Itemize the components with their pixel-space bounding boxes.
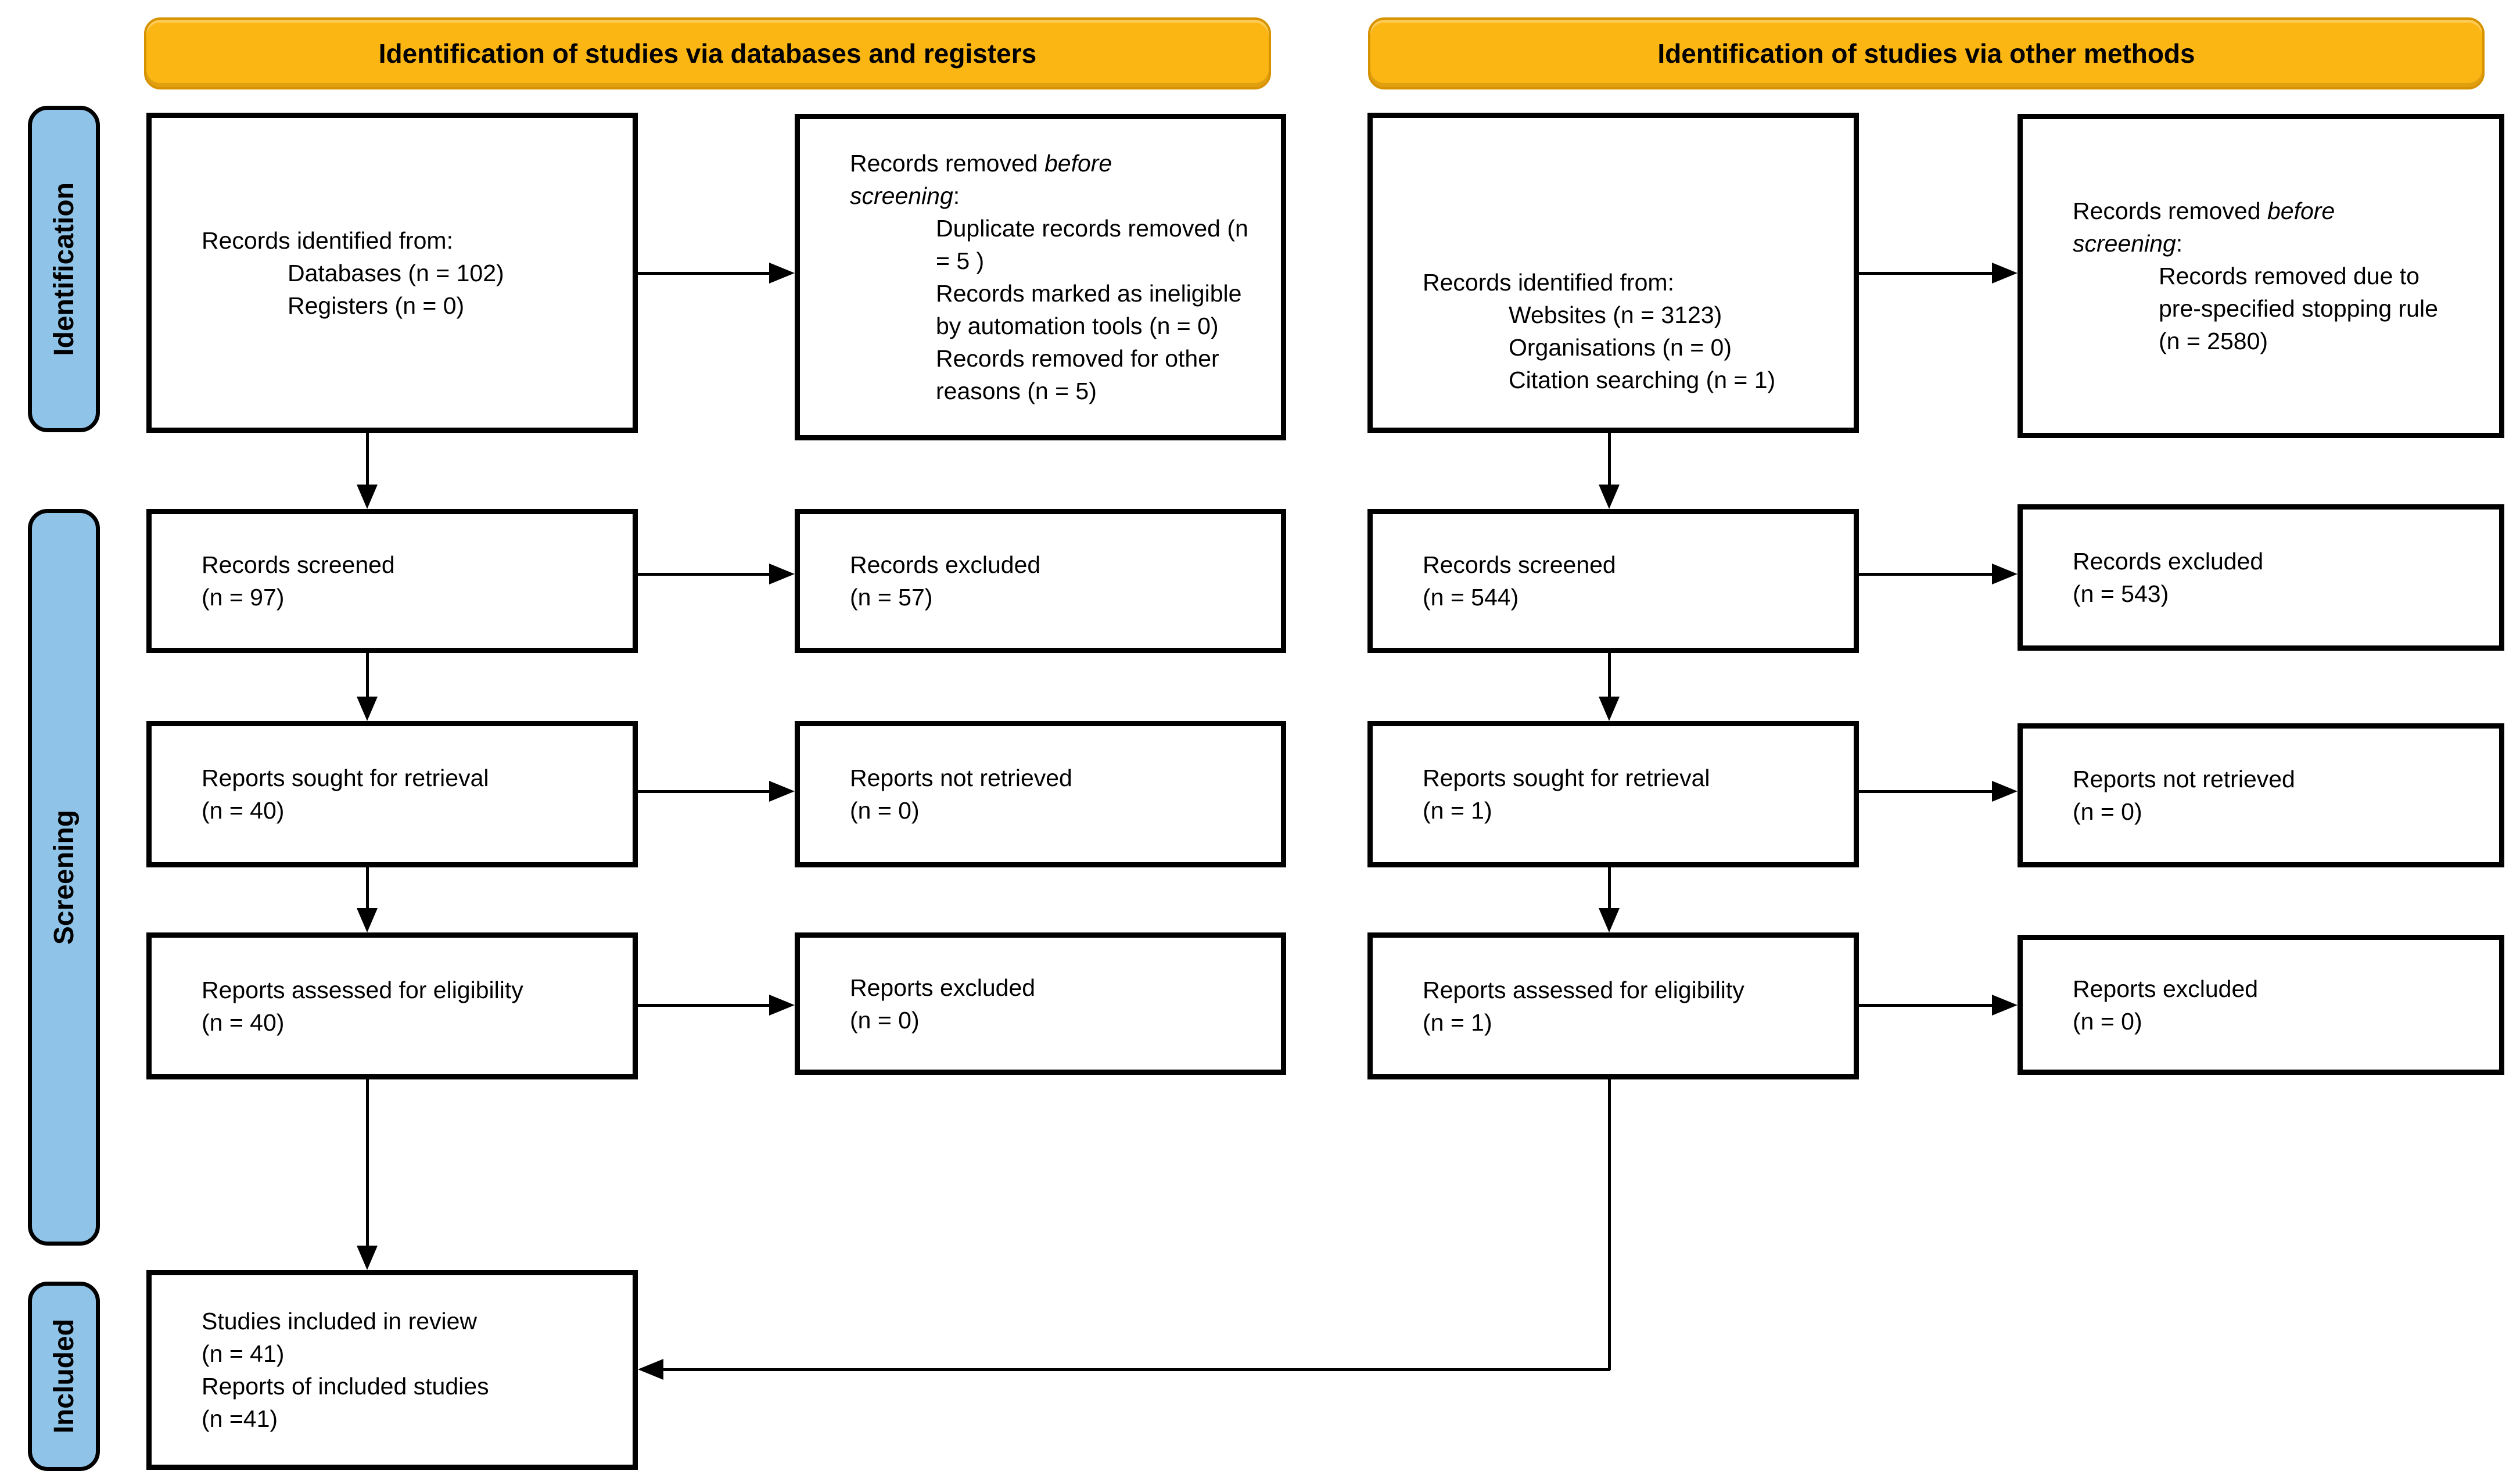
box-text-line: Reports excluded bbox=[850, 974, 1036, 1001]
stage-label-identification bbox=[28, 106, 100, 432]
stage-label-included-text: Included bbox=[48, 1319, 80, 1434]
box-text-line: (n = 0) bbox=[2073, 1007, 2142, 1035]
box-records-removed-stopping-rule bbox=[2018, 114, 2504, 438]
box-text-line: (n = 57) bbox=[850, 584, 933, 611]
box-text-line: (n = 1) bbox=[1423, 797, 1492, 824]
box-text-line: (n = 40) bbox=[202, 797, 285, 824]
box-text-line: = 5 ) bbox=[936, 247, 985, 274]
arrowhead-right-icon bbox=[1992, 564, 2018, 584]
box-text-line: Websites (n = 3123) bbox=[1509, 301, 1722, 328]
connector-db-sought-to-assessed-line bbox=[366, 867, 369, 910]
box-reports-not-retrieved-other bbox=[2018, 723, 2504, 867]
connector-db-identified-to-screened-line bbox=[366, 433, 369, 486]
box-text-line: Databases (n = 102) bbox=[288, 259, 504, 286]
box-studies-included bbox=[146, 1270, 638, 1470]
arrowhead-down-icon bbox=[1599, 697, 1620, 721]
box-text-line: Registers (n = 0) bbox=[288, 292, 465, 319]
box-text-line: Organisations (n = 0) bbox=[1509, 333, 1732, 361]
box-text-line: Duplicate records removed (n bbox=[936, 215, 1248, 242]
connector-other-to-included-line bbox=[662, 1368, 1610, 1371]
box-text-line: Records excluded bbox=[2073, 548, 2264, 575]
box-records-identified-databases bbox=[146, 113, 638, 433]
box-text-line: by automation tools (n = 0) bbox=[936, 313, 1219, 339]
box-reports-not-retrieved-databases bbox=[795, 721, 1286, 867]
box-reports-sought-databases bbox=[146, 721, 638, 867]
box-text-line: Records screened bbox=[1423, 551, 1616, 578]
arrowhead-down-icon bbox=[1599, 908, 1620, 932]
box-text-line: Citation searching (n = 1) bbox=[1509, 366, 1776, 393]
arrowhead-right-icon bbox=[769, 995, 795, 1016]
box-records-screened-databases bbox=[146, 509, 638, 653]
stage-label-screening-text: Screening bbox=[48, 809, 80, 945]
box-records-screened-other bbox=[1367, 509, 1859, 653]
box-text-line: Reports of included studies bbox=[202, 1373, 489, 1400]
arrowhead-right-icon bbox=[1992, 263, 2018, 284]
box-text-line: Records identified from: bbox=[1423, 268, 1674, 296]
connector-db-sought-to-notretrieved-line bbox=[638, 790, 770, 793]
box-text-line: Records excluded bbox=[850, 551, 1041, 578]
connector-other-screened-to-excluded-line bbox=[1859, 573, 1992, 576]
box-text-line: Records removed before bbox=[2073, 198, 2335, 224]
box-text-line: (n = 41) bbox=[202, 1340, 285, 1367]
arrowhead-left-icon bbox=[638, 1359, 663, 1380]
box-text-line: (n = 2580) bbox=[2159, 328, 2268, 354]
arrowhead-down-icon bbox=[357, 485, 378, 509]
box-records-excluded-other bbox=[2018, 504, 2504, 651]
box-text-line: (n = 0) bbox=[850, 1006, 920, 1034]
box-text-line: Reports not retrieved bbox=[850, 765, 1072, 791]
box-text-line: Records removed for other bbox=[936, 345, 1219, 372]
box-text-line: (n = 0) bbox=[850, 797, 920, 824]
box-records-identified-other bbox=[1367, 113, 1859, 433]
connector-db-screened-to-excluded-line bbox=[638, 573, 770, 576]
box-text-line: (n = 544) bbox=[1423, 584, 1519, 611]
box-records-removed-before-screening bbox=[795, 114, 1286, 440]
box-text-line: (n = 97) bbox=[202, 584, 285, 611]
box-text-line: reasons (n = 5) bbox=[936, 378, 1097, 404]
box-reports-excluded-other bbox=[2018, 935, 2504, 1075]
box-text-line: Records identified from: bbox=[202, 227, 453, 254]
box-reports-assessed-databases bbox=[146, 932, 638, 1079]
connector-db-screened-to-sought-line bbox=[366, 653, 369, 698]
box-reports-assessed-other bbox=[1367, 932, 1859, 1079]
box-reports-excluded-databases bbox=[795, 932, 1286, 1075]
connector-db-assessed-to-excluded-line bbox=[638, 1004, 770, 1007]
connector-other-assessed-to-excluded-line bbox=[1859, 1004, 1992, 1007]
connector-other-screened-to-sought-line bbox=[1608, 653, 1611, 698]
connector-other-sought-to-notretrieved-line bbox=[1859, 790, 1992, 793]
box-text-line: Studies included in review bbox=[202, 1308, 478, 1334]
header-other-methods: Identification of studies via other methods bbox=[1368, 17, 2485, 89]
box-text-line: screening: bbox=[850, 182, 960, 209]
box-text-line: Reports not retrieved bbox=[2073, 766, 2295, 792]
box-text-line: (n =41) bbox=[202, 1405, 278, 1432]
connector-db-identified-to-removed-line bbox=[638, 272, 770, 275]
box-reports-sought-other bbox=[1367, 721, 1859, 867]
connector-other-sought-to-assessed-line bbox=[1608, 867, 1611, 910]
box-text-line: Records removed before bbox=[850, 150, 1112, 177]
box-text-line: Records marked as ineligible bbox=[936, 280, 1242, 307]
connector-other-identified-to-screened-line bbox=[1608, 433, 1611, 486]
connector-db-assessed-to-included-line bbox=[366, 1079, 369, 1247]
connector-other-assessed-down-line bbox=[1608, 1079, 1611, 1370]
arrowhead-right-icon bbox=[769, 564, 795, 584]
stage-label-included bbox=[28, 1282, 100, 1471]
box-text-line: Reports sought for retrieval bbox=[202, 765, 489, 791]
box-text-line: (n = 40) bbox=[202, 1009, 285, 1036]
arrowhead-right-icon bbox=[769, 781, 795, 802]
box-records-excluded-databases bbox=[795, 509, 1286, 653]
arrowhead-right-icon bbox=[1992, 995, 2018, 1016]
stage-label-screening bbox=[28, 509, 100, 1246]
box-text-line: Reports sought for retrieval bbox=[1423, 765, 1710, 791]
arrowhead-down-icon bbox=[357, 697, 378, 721]
box-text-line: (n = 0) bbox=[2073, 798, 2142, 825]
arrowhead-down-icon bbox=[357, 908, 378, 932]
header-databases-registers: Identification of studies via databases and registers bbox=[144, 17, 1271, 89]
box-text-line: (n = 1) bbox=[1423, 1009, 1492, 1036]
arrowhead-down-icon bbox=[357, 1246, 378, 1270]
arrowhead-down-icon bbox=[1599, 485, 1620, 509]
box-text-line: Reports assessed for eligibility bbox=[1423, 976, 1744, 1003]
box-text-line: Records screened bbox=[202, 551, 395, 578]
box-text-line: (n = 543) bbox=[2073, 580, 2169, 607]
arrowhead-right-icon bbox=[769, 263, 795, 284]
arrowhead-right-icon bbox=[1992, 781, 2018, 802]
box-text-line: Records removed due to bbox=[2159, 263, 2420, 289]
box-text-line: screening: bbox=[2073, 230, 2183, 257]
connector-other-identified-to-removed-line bbox=[1859, 272, 1992, 275]
box-text-line: Reports excluded bbox=[2073, 975, 2259, 1002]
box-text-line: Reports assessed for eligibility bbox=[202, 976, 523, 1003]
stage-label-identification-text: Identification bbox=[48, 182, 80, 356]
box-text-line: pre-specified stopping rule bbox=[2159, 295, 2438, 322]
